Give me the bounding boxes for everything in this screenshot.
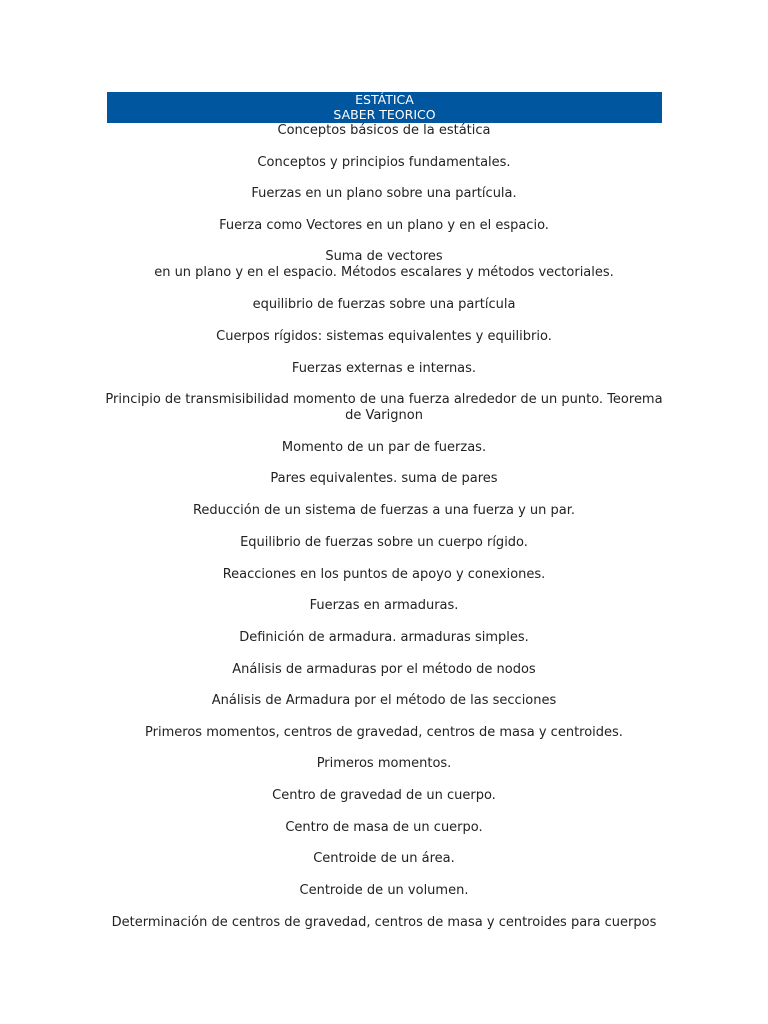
- item-text: Primeros momentos.: [316, 756, 452, 771]
- item-text: Cuerpos rígidos: sistemas equivalentes y equilibrio.: [216, 329, 552, 344]
- list-item: [104, 788, 664, 804]
- list-item: [104, 392, 664, 424]
- item-text: equilibrio de fuerzas sobre una partícula: [252, 297, 516, 312]
- list-item: [104, 725, 664, 741]
- item-text-line-1: Suma de vectores: [325, 249, 443, 264]
- item-text: Momento de un par de fuerzas.: [281, 440, 487, 455]
- list-item: [104, 915, 664, 931]
- title-banner: [107, 92, 662, 123]
- item-text: Centroide de un área.: [313, 851, 455, 866]
- list-item: [104, 535, 664, 551]
- item-text: Equilibrio de fuerzas sobre un cuerpo rígido.: [240, 535, 528, 550]
- list-item: [104, 329, 664, 345]
- item-text-line-1: Principio de transmisibilidad momento de una fuerza alrededor de un punto. Teorema: [105, 392, 663, 407]
- item-text: Fuerzas externas e internas.: [291, 361, 477, 376]
- item-text: Conceptos básicos de la estática: [277, 123, 491, 138]
- list-item: [104, 471, 664, 487]
- item-text-line-2: de Varignon: [345, 408, 423, 423]
- list-item: [104, 662, 664, 678]
- item-text: Fuerzas en un plano sobre una partícula.: [251, 186, 517, 201]
- item-text: Centroide de un volumen.: [299, 883, 469, 898]
- list-item: [104, 756, 664, 772]
- list-item: [104, 186, 664, 202]
- item-text: Conceptos y principios fundamentales.: [257, 155, 511, 170]
- item-text: Determinación de centros de gravedad, centros de masa y centroides para cuerpos: [111, 915, 657, 930]
- list-item: [104, 820, 664, 836]
- list-item: [104, 598, 664, 614]
- item-text: Fuerza como Vectores en un plano y en el espacio.: [219, 218, 549, 233]
- document-subtitle: SABER TEORICO: [333, 107, 436, 122]
- list-item: [104, 693, 664, 709]
- item-text: Reducción de un sistema de fuerzas a una fuerza y un par.: [192, 503, 576, 518]
- item-text: Análisis de armaduras por el método de nodos: [232, 662, 536, 677]
- item-text: Primeros momentos, centros de gravedad, centros de masa y centroides.: [145, 725, 623, 740]
- list-item: [104, 851, 664, 867]
- list-item: [104, 249, 664, 281]
- list-item: [104, 440, 664, 456]
- item-text: Análisis de Armadura por el método de las secciones: [211, 693, 557, 708]
- item-text: Centro de masa de un cuerpo.: [285, 820, 483, 835]
- item-text-line-2: en un plano y en el espacio. Métodos escalares y métodos vectoriales.: [154, 265, 614, 280]
- list-item: [104, 630, 664, 646]
- item-text: Fuerzas en armaduras.: [309, 598, 459, 613]
- list-item: [104, 155, 664, 171]
- list-item: [104, 567, 664, 583]
- item-text: Definición de armadura. armaduras simples.: [239, 630, 529, 645]
- document-title: ESTÁTICA: [355, 92, 414, 107]
- item-text: Centro de gravedad de un cuerpo.: [272, 788, 496, 803]
- item-text: Reacciones en los puntos de apoyo y conexiones.: [222, 567, 546, 582]
- list-item: [104, 361, 664, 377]
- list-item: [104, 218, 664, 234]
- list-item: [104, 297, 664, 313]
- list-item: [104, 503, 664, 519]
- list-item: [104, 883, 664, 899]
- item-text: Pares equivalentes. suma de pares: [270, 471, 498, 486]
- list-item: [104, 123, 664, 139]
